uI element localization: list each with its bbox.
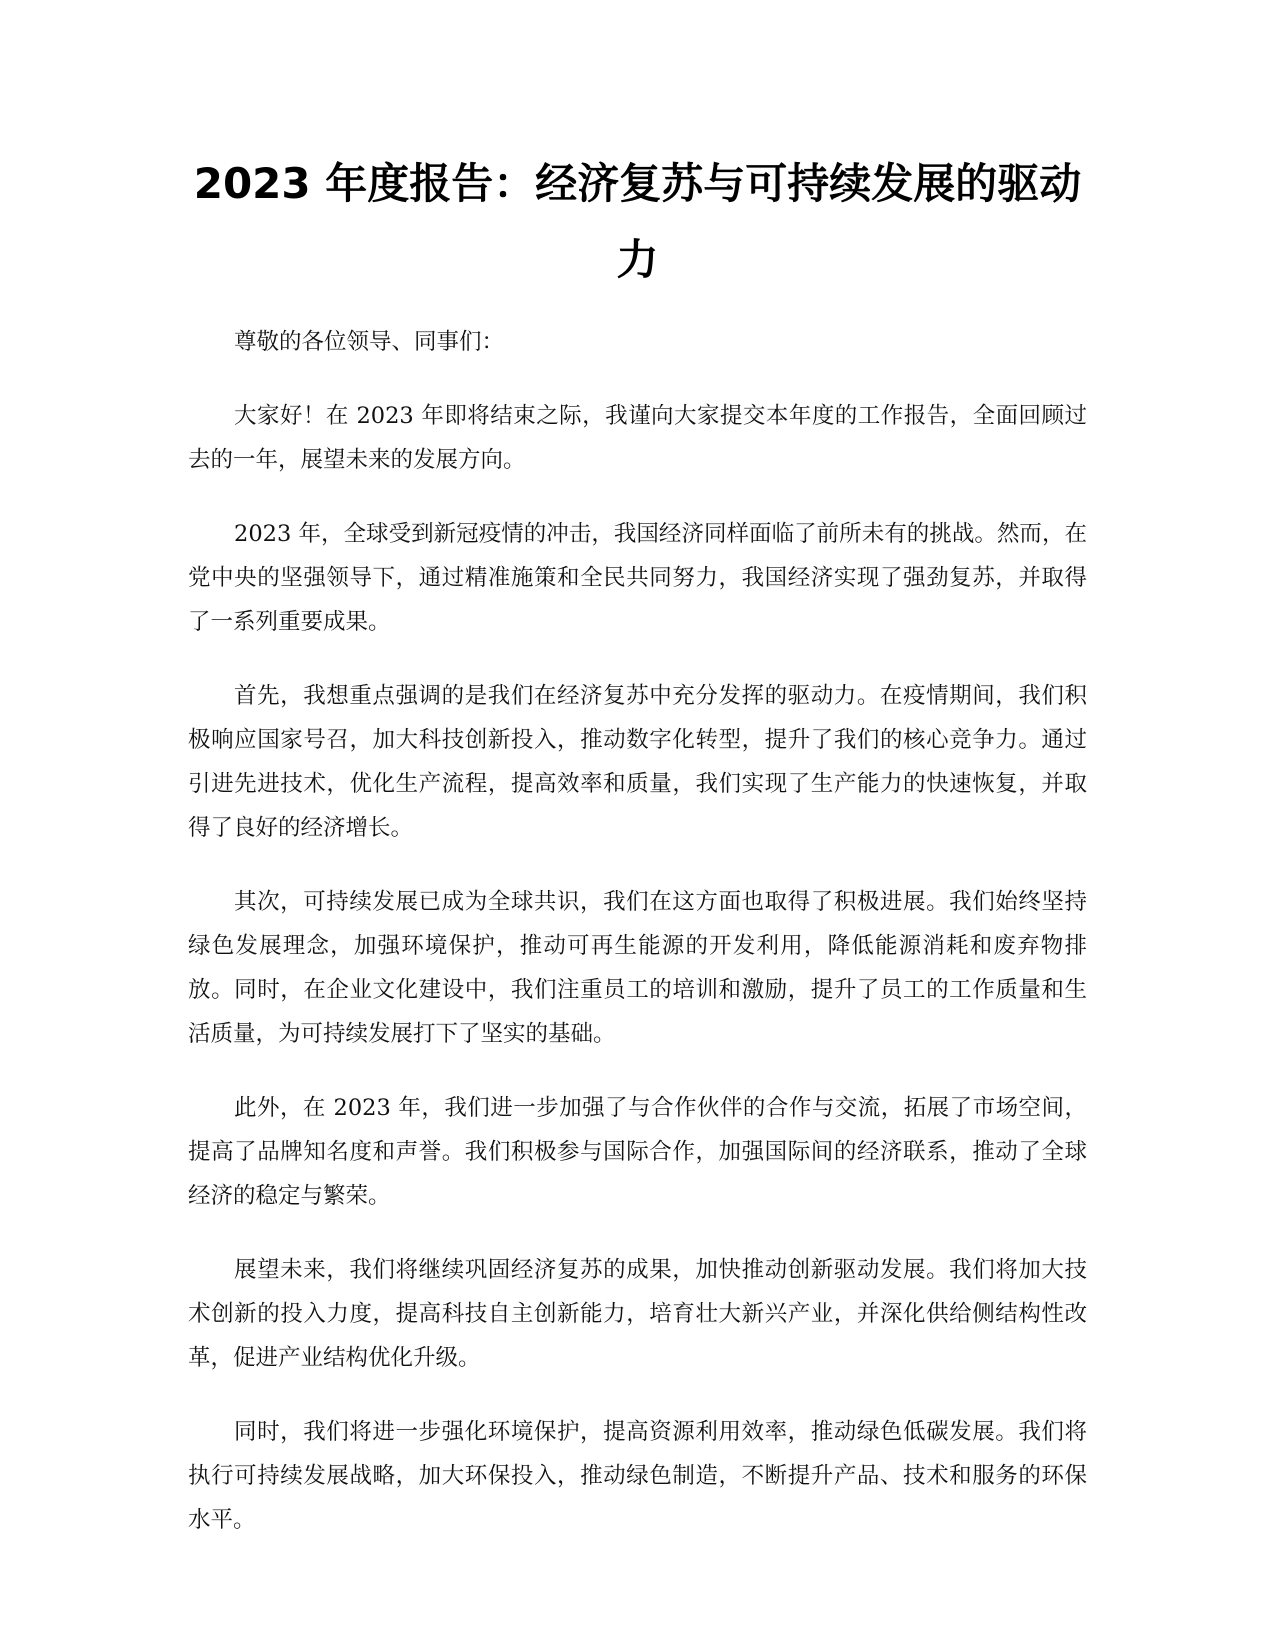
paragraph-greeting: 尊敬的各位领导、同事们：: [234, 329, 505, 355]
paragraph-intro: 大家好！在 2023 年即将结束之际，我谨向大家提交本年度的工作报告，全面回顾过去的一年，展望未来的发展方向。: [188, 403, 1087, 473]
paragraph-challenges: 2023 年，全球受到新冠疫情的冲击，我国经济同样面临了前所未有的挑战。然而，在党中央的坚强领导下，通过精准施策和全民共同努力，我国经济实现了强劲复苏，并取得了一系列重要成果。: [188, 521, 1087, 635]
paragraph-cooperation: 此外，在 2023 年，我们进一步加强了与合作伙伴的合作与交流，拓展了市场空间，提高了品牌知名度和声誉。我们积极参与国际合作，加强国际间的经济联系，推动了全球经济的稳定与繁荣。: [188, 1095, 1087, 1209]
document-title: 2023 年度报告：经济复苏与可持续发展的驱动力: [193, 159, 1082, 284]
paragraph-outlook: 展望未来，我们将继续巩固经济复苏的成果，加快推动创新驱动发展。我们将加大技术创新的投入力度，提高科技自主创新能力，培育壮大新兴产业，并深化供给侧结构性改革，促进产业结构优化升级。: [188, 1257, 1087, 1371]
paragraph-sustainability: 其次，可持续发展已成为全球共识，我们在这方面也取得了积极进展。我们始终坚持绿色发展理念，加强环境保护，推动可再生能源的开发利用，降低能源消耗和废弃物排放。同时，在企业文化建设中，我们注重员工的培训和激励，提升了员工的工作质量和生活质量，为可持续发展打下了坚实的基础。: [188, 889, 1087, 1047]
paragraph-environment: 同时，我们将进一步强化环境保护，提高资源利用效率，推动绿色低碳发展。我们将执行可持续发展战略，加大环保投入，推动绿色制造，不断提升产品、技术和服务的环保水平。: [188, 1419, 1087, 1533]
paragraph-driving-force: 首先，我想重点强调的是我们在经济复苏中充分发挥的驱动力。在疫情期间，我们积极响应国家号召，加大科技创新投入，推动数字化转型，提升了我们的核心竞争力。通过引进先进技术，优化生产流程，提高效率和质量，我们实现了生产能力的快速恢复，并取得了良好的经济增长。: [188, 683, 1087, 841]
document-body: [188, 320, 1087, 1572]
